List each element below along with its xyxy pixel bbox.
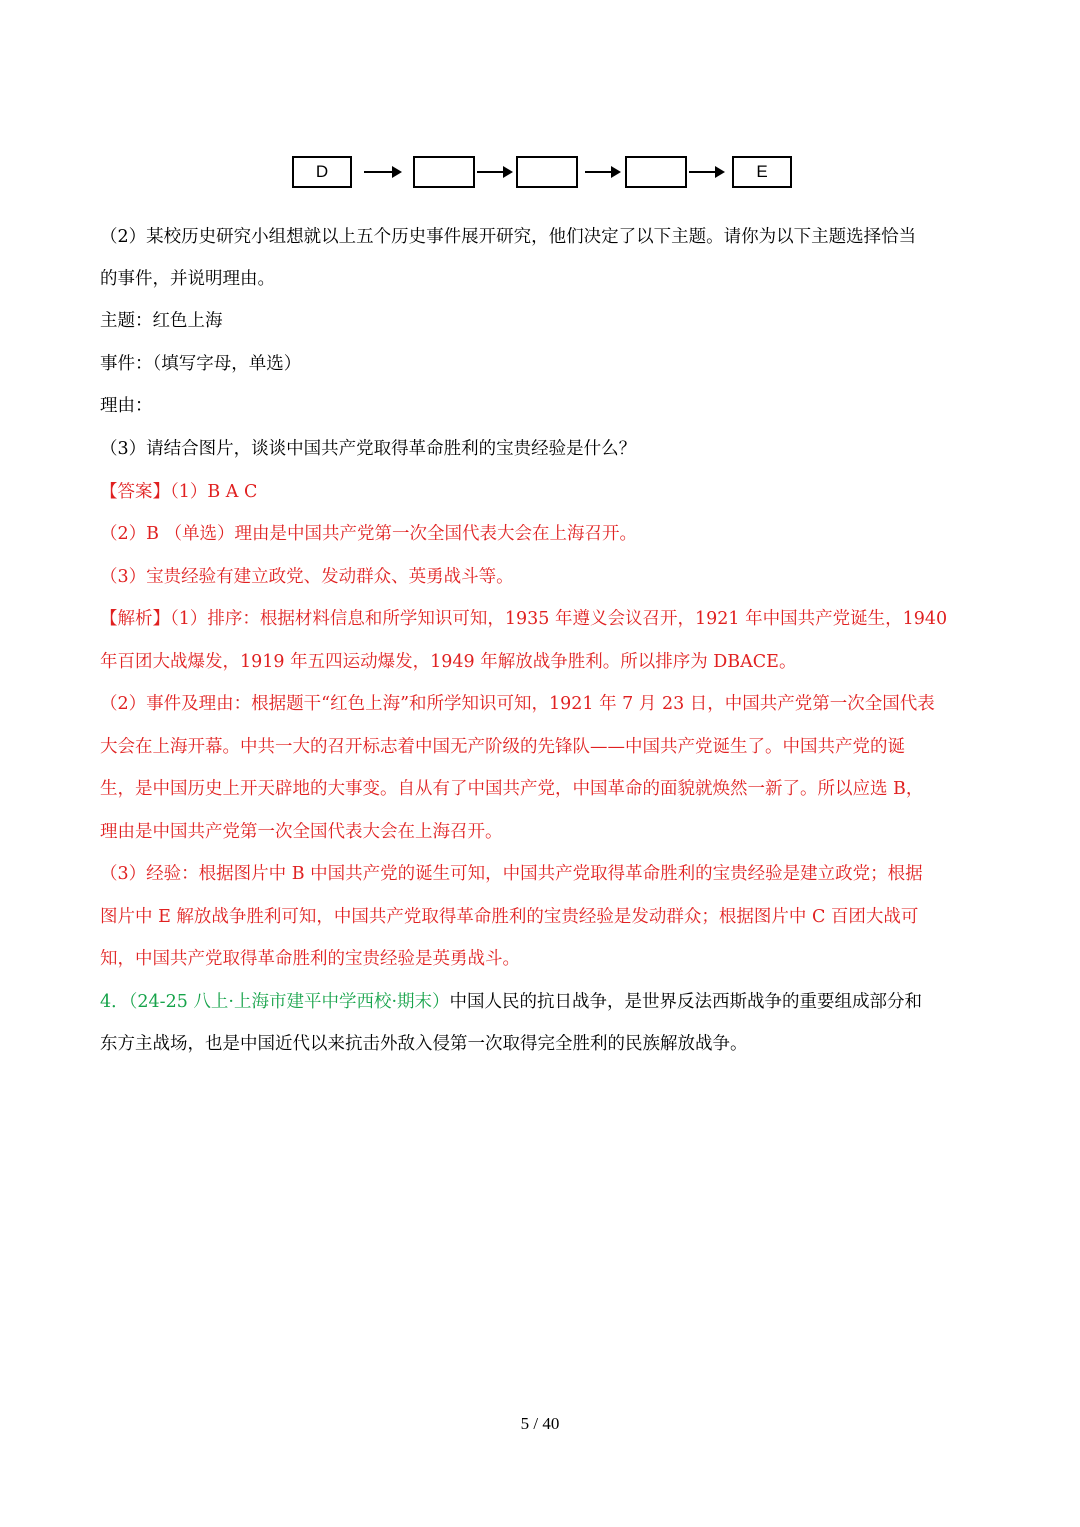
analysis-p3-line3: 知，中国共产党取得革命胜利的宝贵经验是英勇战斗。 [100,949,520,969]
analysis-p1-line1: （1）排序：根据材料信息和所学知识可知，1935 年遵义会议召开，1921 年中国共产党诞生，1940 [170,609,948,629]
event-line: 事件：（填写字母，单选） [100,354,302,374]
page-number: 5 / 40 [520,1414,560,1433]
answer-tag: 【答案】 [100,482,170,502]
flow-box-1: D [292,156,352,188]
question-4-number: 4． [100,992,129,1012]
q2-text-line1: （2）某校历史研究小组想就以上五个历史事件展开研究，他们决定了以下主题。请你为以下主题选择恰当 [100,227,917,247]
flow-arrow-3 [585,171,619,173]
reason-line: 理由： [100,396,153,416]
q3-text: （3）请结合图片，谈谈中国共产党取得革命胜利的宝贵经验是什么？ [100,439,637,459]
analysis-p3-line2: 图片中 E 解放战争胜利可知，中国共产党取得革命胜利的宝贵经验是发动群众；根据图片中 C 百团大战可 [100,907,919,927]
analysis-line1 [100,607,947,631]
flow-arrow-1 [364,171,400,173]
answer-1: （1）B A C [170,482,258,502]
question-4-line2: 东方主战场，也是中国近代以来抗击外敌入侵第一次取得完全胜利的民族解放战争。 [100,1034,748,1054]
answer-line1 [100,480,257,504]
question-4-text: 中国人民的抗日战争，是世界反法西斯战争的重要组成部分和 [449,992,923,1012]
answer-2: （2）B （单选）理由是中国共产党第一次全国代表大会在上海召开。 [100,524,638,544]
q2-text-line2: 的事件，并说明理由。 [100,269,275,289]
analysis-p2-line1: （2）事件及理由：根据题干“红色上海”和所学知识可知，1921 年 7 月 23 日，中国共产党第一次全国代表 [100,694,935,714]
flow-box-5: E [732,156,792,188]
flow-box-3 [516,156,578,188]
sequence-flowchart [0,156,1080,192]
question-4-source: （24-25 八上·上海市建平中学西校·期末） [128,992,450,1012]
flow-arrow-2 [477,171,511,173]
analysis-p3-line1: （3）经验：根据图片中 B 中国共产党的诞生可知，中国共产党取得革命胜利的宝贵经验是建立政党；根据 [100,864,923,884]
analysis-tag: 【解析】 [100,609,170,629]
analysis-p2-line4: 理由是中国共产党第一次全国代表大会在上海召开。 [100,822,503,842]
question-4-line1 [100,990,922,1014]
flow-box-2 [413,156,475,188]
answer-3: （3）宝贵经验有建立政党、发动群众、英勇战斗等。 [100,567,514,587]
analysis-p2-line3: 生，是中国历史上开天辟地的大事变。自从有了中国共产党，中国革命的面貌就焕然一新了。所以应选 B， [100,779,924,799]
flow-arrow-4 [689,171,723,173]
theme-line: 主题：红色上海 [100,311,223,331]
analysis-p2-line2: 大会在上海开幕。中共一大的召开标志着中国无产阶级的先锋队——中国共产党诞生了。中国共产党的诞 [100,737,905,757]
analysis-p1-line2: 年百团大战爆发，1919 年五四运动爆发，1949 年解放战争胜利。所以排序为 DBACE。 [100,652,797,672]
flow-box-4 [625,156,687,188]
